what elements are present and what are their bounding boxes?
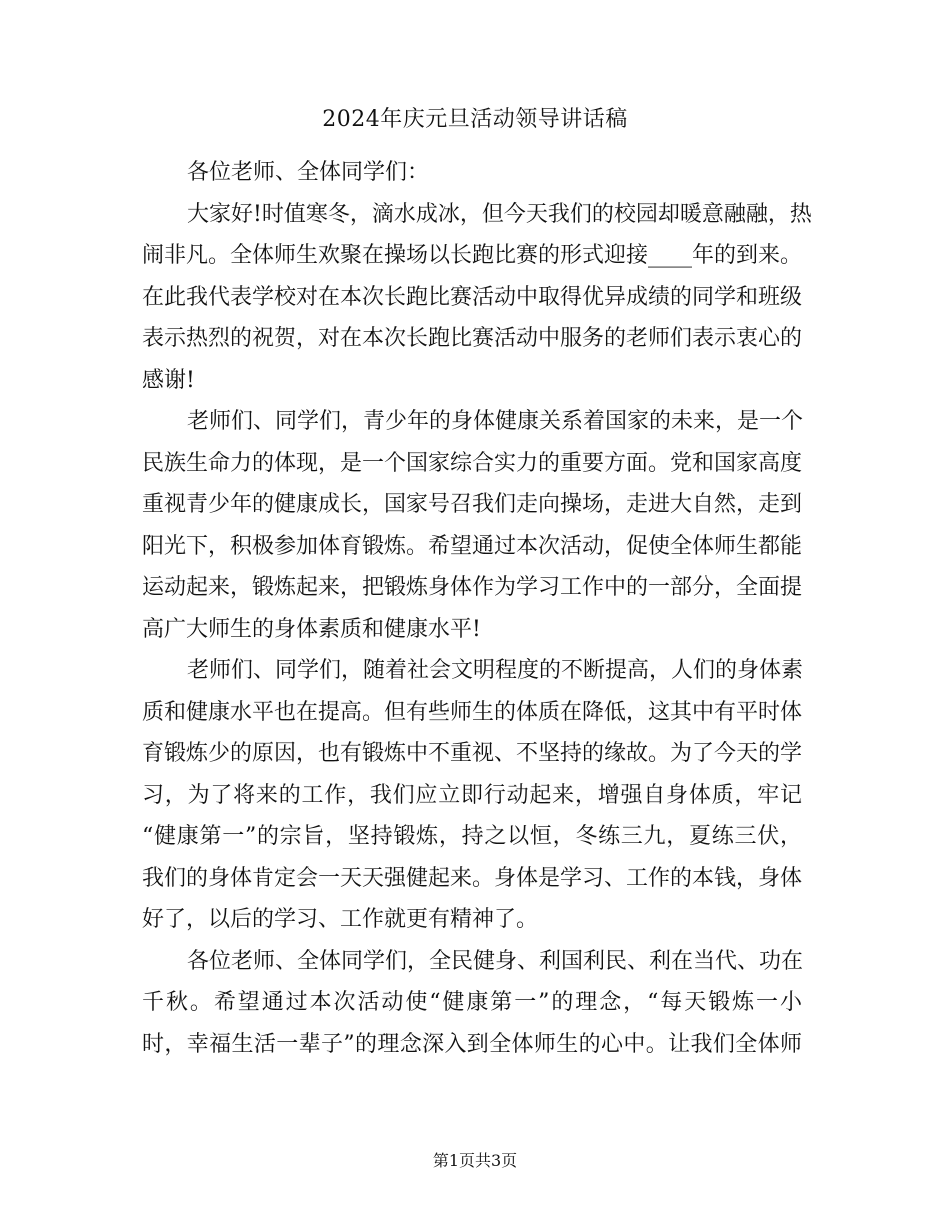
- paragraph-line: 我们的身体肯定会一天天强健起来。身体是学习、工作的本钱，身体: [142, 865, 803, 891]
- paragraph-line: 老师们、同学们，青少年的身体健康关系着国家的未来，是一个: [187, 409, 804, 434]
- paragraph-line: 育锻炼少的原因，也有锻炼中不重视、不坚持的缘故。为了今天的学: [142, 741, 803, 766]
- salutation: [142, 152, 802, 194]
- paragraph-line: 阳光下，积极参加体育锻炼。希望通过本次活动，促使全体师生都能: [142, 533, 803, 559]
- paragraph-line: 在此我代表学校对在本次长跑比赛活动中取得优异成绩的同学和班级: [142, 284, 803, 310]
- paragraph-line: 各位老师、全体同学们，全民健身、利国利民、利在当代、功在: [187, 948, 804, 974]
- paragraph-line: 运动起来，锻炼起来，把锻炼身体作为学习工作中的一部分，全面提: [142, 575, 803, 600]
- paragraph-line: 千秋。希望通过本次活动使“健康第一”的理念，“每天锻炼一小: [142, 990, 802, 1015]
- paragraph-line: 高广大师生的身体素质和健康水平!: [142, 616, 481, 642]
- paragraph-line: 质和健康水平也在提高。但有些师生的体质在降低，这其中有平时体: [142, 699, 803, 725]
- document-title: 2024年庆元旦活动领导讲话稿: [322, 107, 628, 132]
- paragraph-line: 感谢!: [142, 367, 195, 393]
- paragraph-3: [142, 650, 802, 941]
- paragraph-line: 表示热烈的祝贺，对在本次长跑比赛活动中服务的老师们表示衷心的: [142, 326, 803, 351]
- paragraph-line: “健康第一”的宗旨，坚持锻炼，持之以恒，冬练三九，夏练三伏，: [142, 824, 802, 849]
- paragraph-1: [142, 194, 812, 402]
- paragraph-4: [142, 941, 802, 1066]
- paragraph-line: 习，为了将来的工作，我们应立即行动起来，增强自身体质，牢记: [142, 782, 802, 808]
- paragraph-line: 好了，以后的学习、工作就更有精神了。: [142, 907, 539, 932]
- paragraph-line: 老师们、同学们，随着社会文明程度的不断提高，人们的身体素: [187, 658, 804, 683]
- paragraph-line: 闹非凡。全体师生欢聚在操场以长跑比赛的形式迎接____年的到来。: [142, 243, 803, 268]
- paragraph-line: 重视青少年的健康成长，国家号召我们走向操场，走进大自然，走到: [142, 492, 803, 517]
- paragraph-line: 民族生命力的体现，是一个国家综合实力的重要方面。党和国家高度: [142, 450, 803, 476]
- paragraph-line: 时，幸福生活一辈子”的理念深入到全体师生的心中。让我们全体师: [142, 1031, 802, 1057]
- paragraph-2: [142, 401, 802, 650]
- salutation-line: 各位老师、全体同学们：: [187, 160, 430, 185]
- document-body: [142, 152, 812, 1065]
- page-number: 第1页共3页: [432, 1151, 518, 1170]
- paragraph-line: 大家好!时值寒冬，滴水成冰，但今天我们的校园却暖意融融，热: [187, 201, 812, 227]
